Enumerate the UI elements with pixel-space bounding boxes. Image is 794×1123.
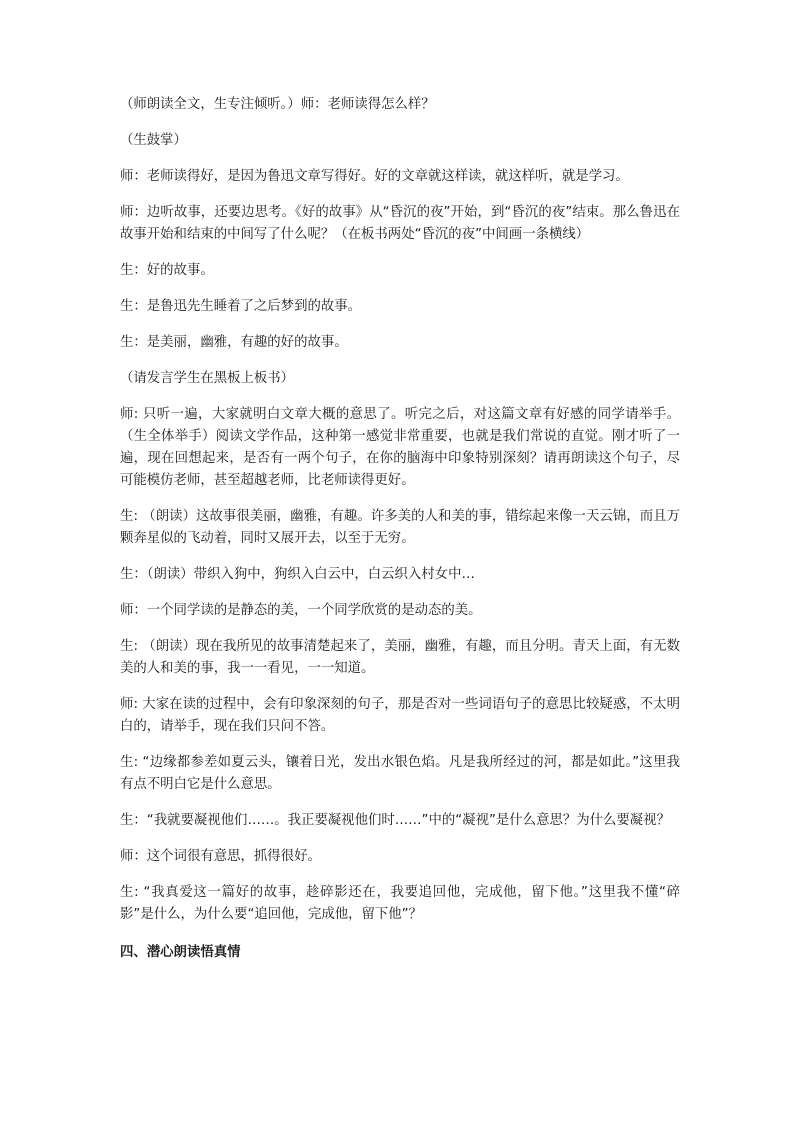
paragraph-2: （生鼓掌）	[120, 133, 187, 148]
paragraph-13: 生: （朗读）现在我所见的故事清楚起来了，美丽，幽雅，有趣，而且分明。青天上面，有无数美的人和美的事，我一一看见，一一知道。	[120, 639, 680, 676]
paragraph-4: 师：边听故事，还要边思考。《好的故事》从“昏沉的夜”开始，到“昏沉的夜”结束。那么鲁迅在故事开始和结束的中间写了什么呢？（在板书两处“昏沉的夜”中间画一条横线）	[120, 205, 680, 242]
paragraph-3: 师：老师读得好，是因为鲁迅文章写得好。好的文章就这样读，就这样听，就是学习。	[120, 169, 629, 184]
paragraph-16: 生：“我就要凝视他们……。我正要凝视他们时……”中的“凝视”是什么意思？为什么要凝视？	[120, 813, 670, 828]
paragraph-15: 生: “边缘都参差如夏云头，镶着日光，发出水银色焰。凡是我所经过的河，都是如此。”这里我有点不明白它是什么意思。	[120, 755, 680, 792]
section-heading: 四、潜心朗读悟真情	[120, 945, 241, 960]
paragraph-17: 师：这个词很有意思，抓得很好。	[120, 849, 321, 864]
paragraph-14: 师: 大家在读的过程中，会有印象深刻的句子，那是否对一些词语句子的意思比较疑惑，不太明白的，请举手，现在我们只问不答。	[120, 697, 680, 734]
paragraph-12: 师：一个同学读的是静态的美，一个同学欣赏的是动态的美。	[120, 603, 482, 618]
paragraph-6: 生：是鲁迅先生睡着了之后梦到的故事。	[120, 299, 362, 314]
paragraph-10: 生: （朗读）这故事很美丽，幽雅，有趣。许多美的人和美的事，错综起来像一天云锦，而且万颗奔星似的飞动着，同时又展开去，以至于无穷。	[120, 509, 680, 546]
document-page	[120, 94, 680, 978]
paragraph-8: （请发言学生在黑板上板书）	[120, 371, 295, 386]
paragraph-7: 生：是美丽，幽雅，有趣的好的故事。	[120, 335, 348, 350]
paragraph-1: （师朗读全文，生专注倾听。）师：老师读得怎么样？	[120, 97, 435, 112]
paragraph-5: 生：好的故事。	[120, 263, 214, 278]
paragraph-9: 师: 只听一遍，大家就明白文章大概的意思了。听完之后，对这篇文章有好感的同学请举手。（生全体举手）阅读文学作品，这种第一感觉非常重要，也就是我们常说的直觉。刚才听了一遍，现在回想起来，是否有一两个句子，在你的脑海中印象特别深刻？请再朗读这个句子，尽可能模仿老师，甚至超越老师，比老师读得更好。	[120, 407, 680, 488]
paragraph-18: 生: “我真爱这一篇好的故事，趁碎影还在，我要追回他，完成他，留下他。”这里我不懂“碎影”是什么，为什么要“追回他，完成他，留下他”？	[120, 885, 680, 922]
paragraph-11: 生：（朗读）带织入狗中，狗织入白云中，白云织入村女中…	[120, 567, 475, 582]
